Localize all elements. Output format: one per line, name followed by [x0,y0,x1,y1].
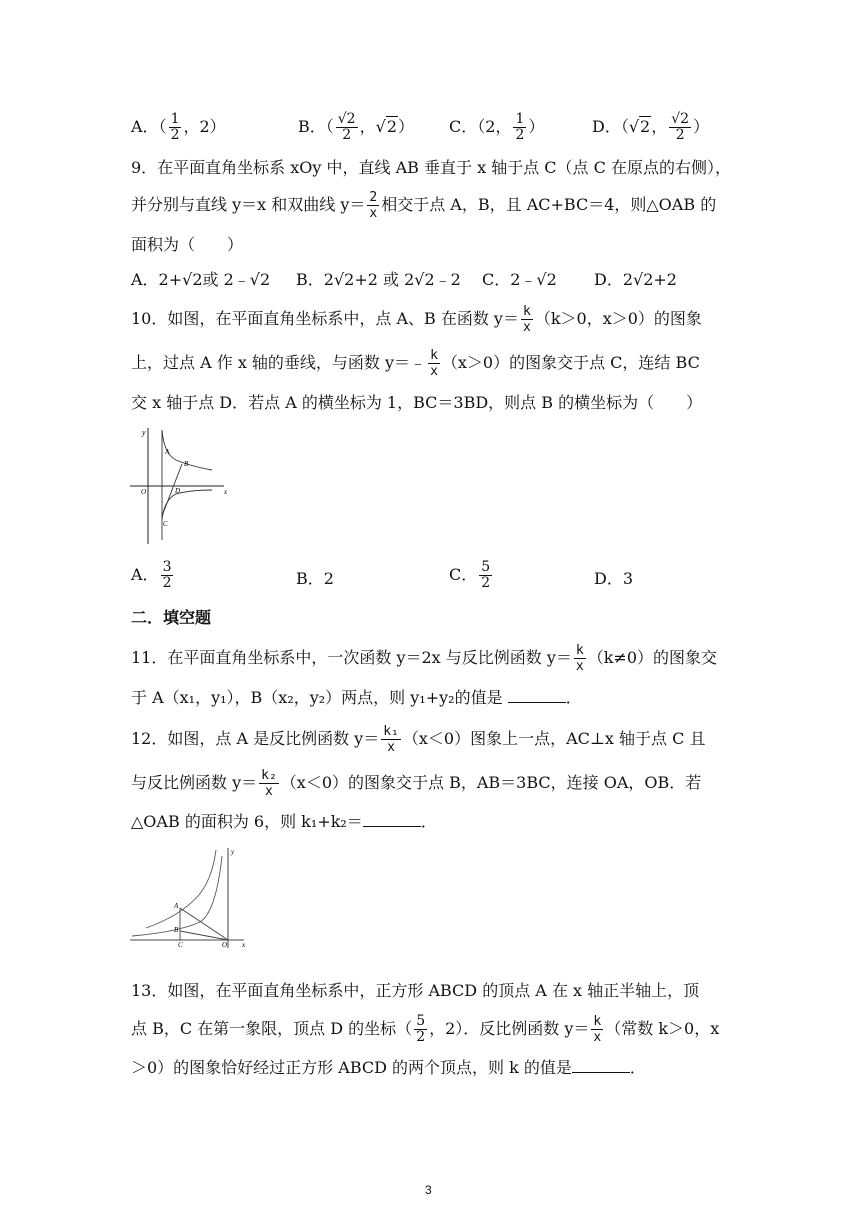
q12-figure [128,846,250,950]
q9-line3: 面积为（ ） [131,235,244,254]
fraction: $\frac{1}{2}$ [170,111,180,143]
sqrt: √2 [628,117,651,136]
q9-option-a: A．2+√2或 2﹣√2 [131,270,271,289]
fraction: $\frac{√2}{2}$ [337,111,356,143]
q10-line1: 10．如图，在平面直角坐标系中，点 A、B 在函数 y＝ $\frac{k}{x}$ （k＞0，x＞0）的图象 [131,304,702,335]
q9-option-d: D．2√2+2 [594,270,677,289]
q9-line2: 并分别与直线 y＝x 和双曲线 y＝ $\frac{2}{x}$ 相交于点 A，B，且 AC+BC＝4，则△OAB 的 [131,190,717,221]
label: C [178,941,183,949]
q10-option-b: B．2 [296,569,334,588]
fraction: $\frac{√2}{2}$ [671,111,690,143]
q9-option-c: C．2﹣√2 [482,270,557,289]
sqrt: √2 [375,117,397,136]
section-heading: 二．填空题 [131,608,212,627]
label: A [165,448,170,456]
q12-line2: 与反比例函数 y＝ $\frac{\text{k₂}}{x}$ （x＜0）的图象交于点 B，AB＝3BC，连接 OA，OB．若 [131,768,702,799]
label: B [174,926,179,934]
curve-k2 [132,856,222,936]
q9-line1: 9．在平面直角坐标系 xOy 中，直线 AB 垂直于 x 轴于点 C（点 C 在原点的右侧）， [131,158,731,177]
page-number: 3 [425,1183,432,1197]
q10-line3: 交 x 轴于点 D．若点 A 的横坐标为 1，BC＝3BD，则点 B 的横坐标为（ ） [131,393,703,412]
q8-option-b: B．（ $\frac{√2}{2}$ ，√2） [298,111,415,143]
fraction: $\frac{5}{2}$ [416,1013,426,1045]
fraction: $\frac{k}{x}$ [593,1014,602,1045]
fraction: $\frac{\text{k₁}}{x}$ [383,724,399,755]
fraction: $\frac{\text{k₂}}{x}$ [261,768,277,799]
fraction: $\frac{k}{x}$ [522,304,531,335]
q10-line2: 上，过点 A 作 x 轴的垂线，与函数 y＝﹣ $\frac{k}{x}$ （x＞0）的图象交于点 C，连结 BC [131,348,700,379]
answer-blank [508,688,566,703]
fraction: $\frac{2}{x}$ [369,190,378,221]
answer-blank [572,1058,630,1073]
label: C [163,520,168,528]
q9-option-b: B．2√2+2 或 2√2﹣2 [296,270,461,289]
fraction: $\frac{k}{x}$ [575,643,584,674]
q12-line1: 12．如图，点 A 是反比例函数 y＝ $\frac{\text{k₁}}{x}$ （x＜0）图象上一点，AC⊥x 轴于点 C 且 [131,724,706,755]
q10-option-a: A． $\frac{3}{2}$ [131,559,172,591]
q8-option-c: C．（2， $\frac{1}{2}$ ） [449,111,545,143]
fraction: $\frac{k}{x}$ [430,348,438,379]
q13-line3: ＞0）的图象恰好经过正方形 ABCD 的两个顶点，则 k 的值是 ． [131,1058,646,1077]
q11-line2: 于 A（x₁，y₁），B（x₂，y₂）两点，则 y₁+y₂的值是 ． [131,688,582,707]
q10-option-c: C． $\frac{5}{2}$ [449,559,491,591]
curve-lower [162,490,212,520]
label: D [175,487,181,495]
q13-line2: 点 B，C 在第一象限，顶点 D 的坐标（ $\frac{5}{2}$ ，2）．反比例函数 y＝ $\frac{k}{x}$ （常数 k＞0，x [131,1013,720,1045]
label: y [231,848,235,856]
q10-figure [128,426,238,546]
fraction: $\frac{3}{2}$ [162,559,172,591]
q13-line1: 13．如图，在平面直角坐标系中，正方形 ABCD 的顶点 A 在 x 轴正半轴上，顶 [131,981,700,1000]
label: x [242,941,246,949]
q8-option-d: D．（√2， $\frac{√2}{2}$ ） [592,111,710,143]
q12-line3: △OAB 的面积为 6，则 k₁+k₂＝ ． [131,812,437,831]
fraction: $\frac{1}{2}$ [515,111,525,143]
label: x [224,488,228,496]
label: B [184,460,189,468]
label: O [222,941,228,949]
q11-line1: 11．在平面直角坐标系中，一次函数 y＝2x 与反比例函数 y＝ $\frac{k}{x}$ （k≠0）的图象交 [131,643,718,674]
label: O [141,488,147,496]
q8-option-a: A．（ $\frac{1}{2}$ ，2） [131,111,226,143]
answer-blank [363,812,421,827]
label: y [142,428,146,437]
fraction: $\frac{5}{2}$ [481,559,491,591]
q10-option-d: D．3 [594,569,634,588]
label: A [174,902,179,910]
